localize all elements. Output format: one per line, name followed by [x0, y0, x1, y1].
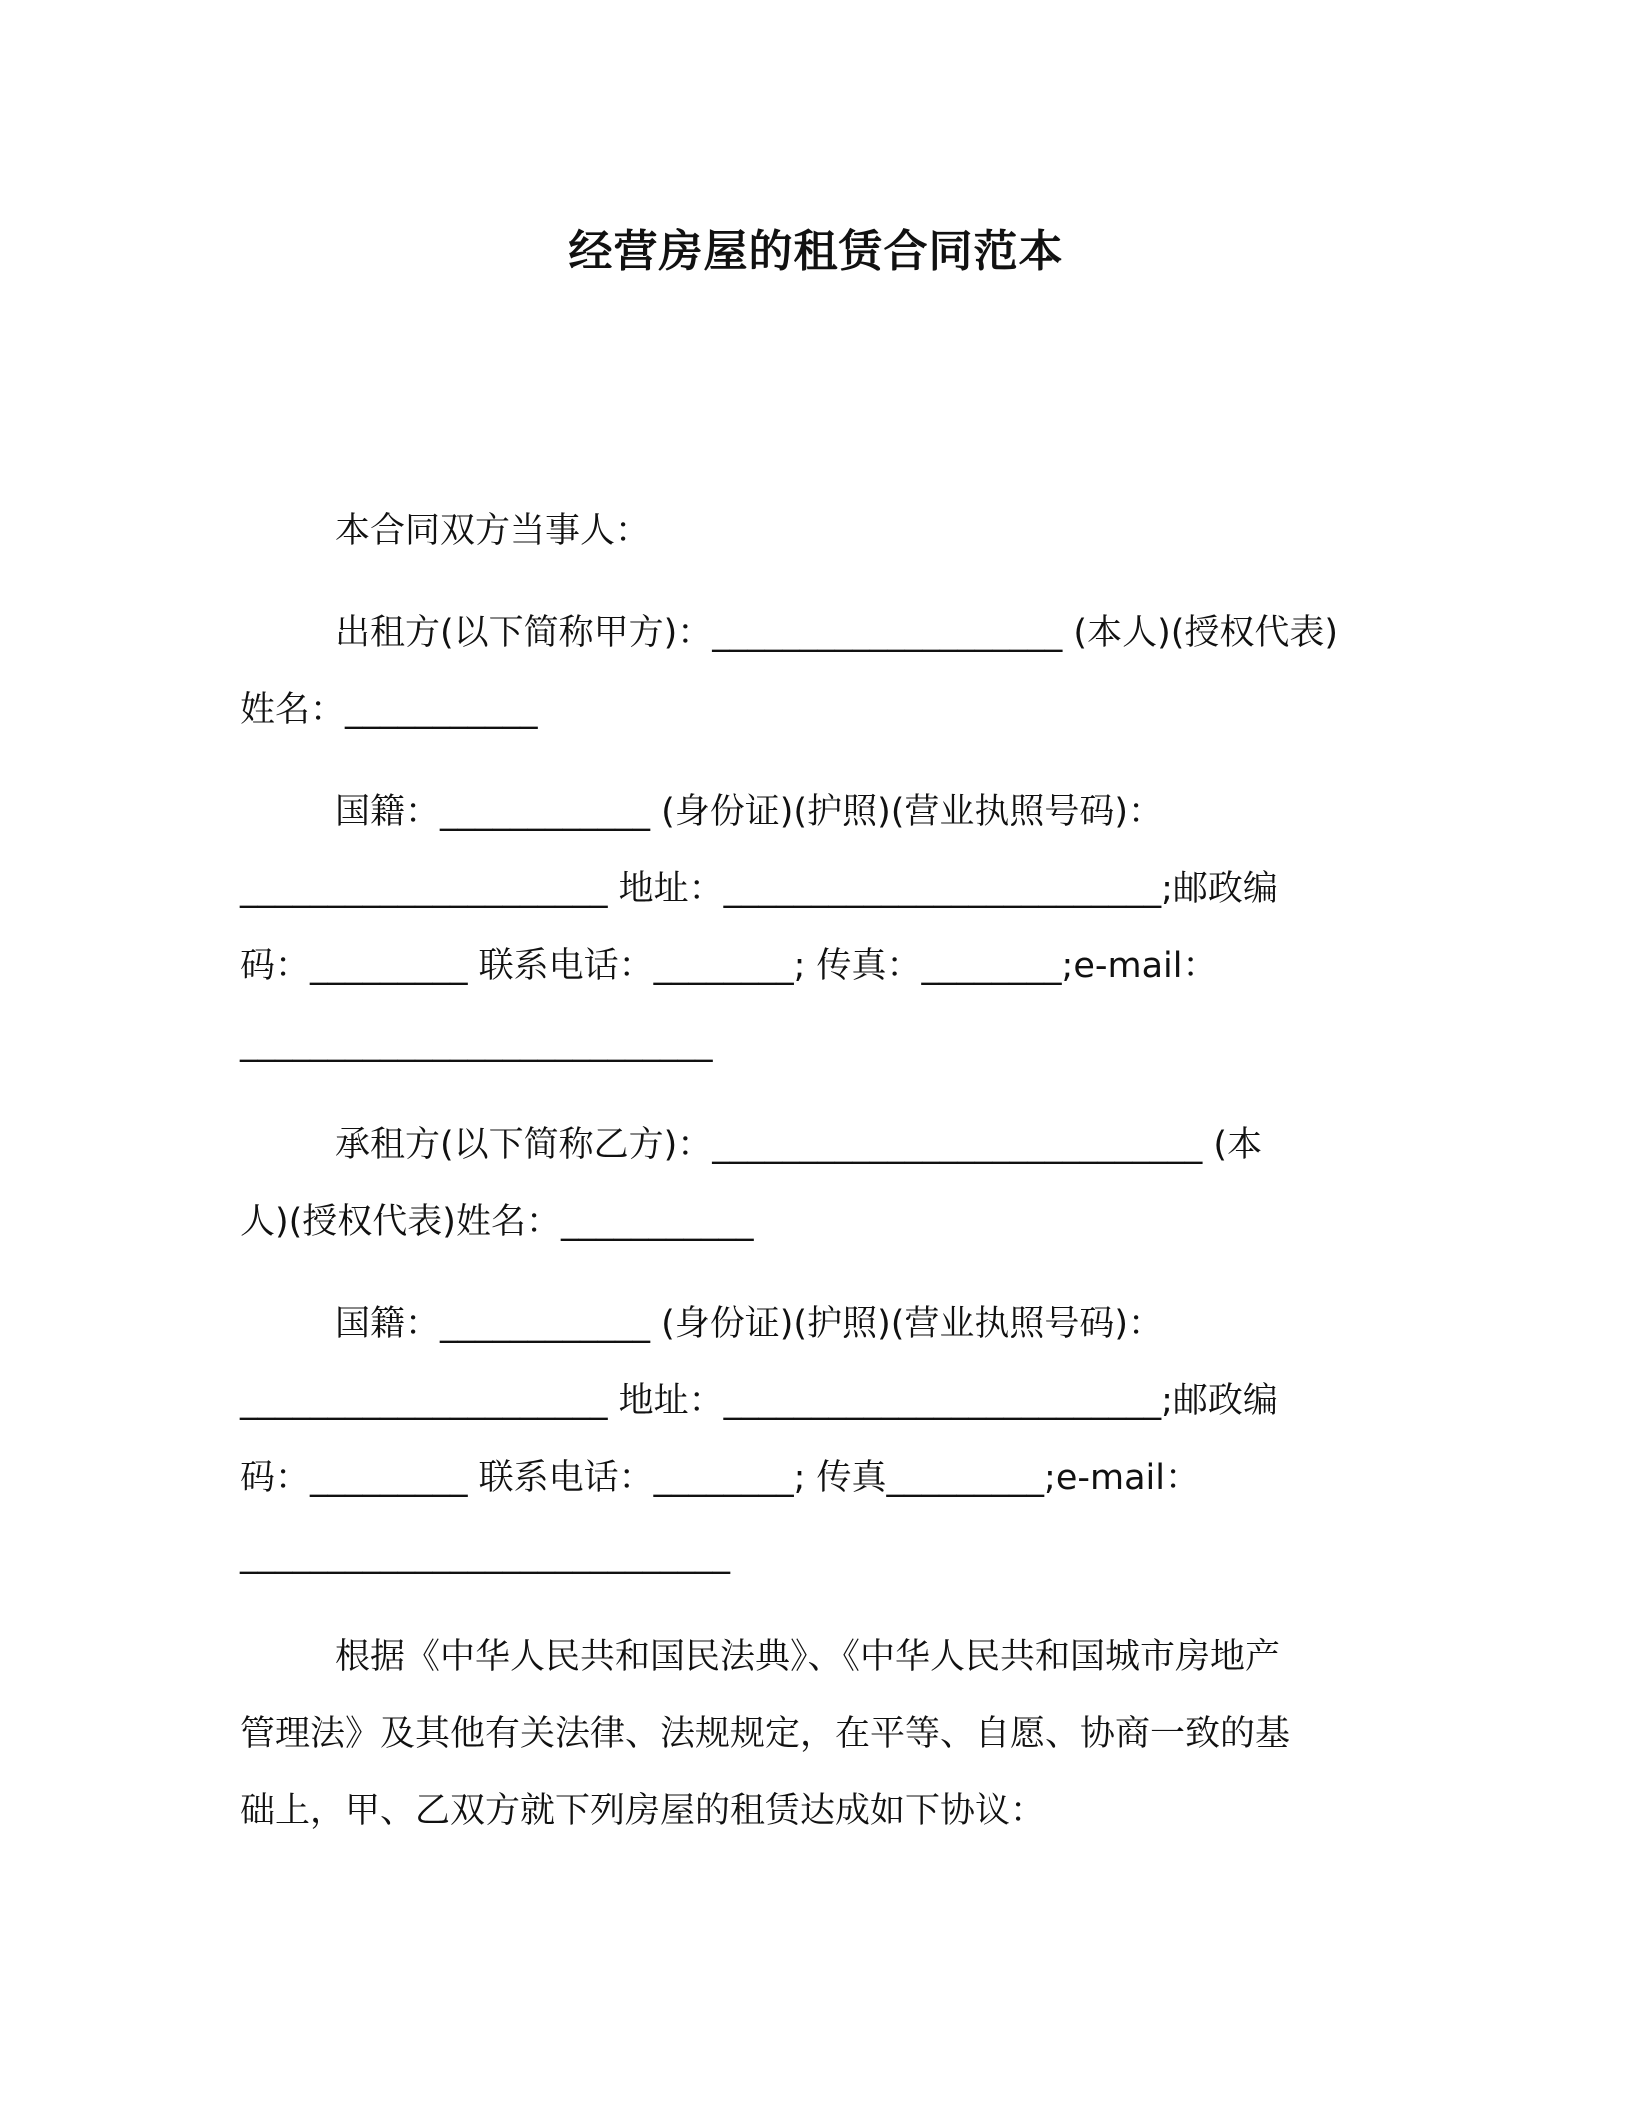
parties-intro-paragraph: [240, 493, 1400, 570]
lessor-line-2: 姓名：___________: [240, 690, 538, 730]
basis-line-1: 根据《中华人民共和国民法典》、《中华人民共和国城市房地产: [335, 1637, 1281, 1677]
lessee-line-3: 国籍：____________ (身份证)(护照)(营业执照号码)：: [335, 1304, 1164, 1344]
lessor-line-4: _____________________ 地址：_________________________;邮政编: [240, 869, 1278, 909]
lessee-details-paragraph: [240, 1286, 1400, 1594]
lessor-line-1: 出租方(以下简称甲方)：____________________ (本人)(授权代表): [335, 613, 1339, 653]
lessee-line-6: ____________________________: [240, 1535, 730, 1575]
basis-line-3: 础上，甲、乙双方就下列房屋的租赁达成如下协议：: [240, 1791, 1046, 1831]
basis-line-2: 管理法》及其他有关法律、法规规定，在平等、自愿、协商一致的基: [240, 1714, 1291, 1754]
lessee-line-2: 人)(授权代表)姓名：___________: [240, 1202, 754, 1242]
lessor-paragraph: [240, 595, 1400, 749]
lessee-line-1: 承租方(以下简称乙方)：____________________________ (本: [335, 1125, 1263, 1165]
document-title: 经营房屋的租赁合同范本: [568, 226, 1064, 277]
parties-intro-line: 本合同双方当事人：: [335, 511, 651, 551]
lessee-paragraph: [240, 1107, 1400, 1261]
lessee-line-4: _____________________ 地址：_________________________;邮政编: [240, 1381, 1278, 1421]
legal-basis-paragraph: [240, 1619, 1400, 1850]
lessee-line-5: 码：_________ 联系电话：________; 传真_________;e-mail：: [240, 1458, 1200, 1498]
lessor-details-paragraph: [240, 774, 1400, 1082]
lessor-line-3: 国籍：____________ (身份证)(护照)(营业执照号码)：: [335, 792, 1164, 832]
lessor-line-5: 码：_________ 联系电话：________; 传真：________;e-mail：: [240, 946, 1218, 986]
document-body: [240, 493, 1400, 1875]
lessor-line-6: ___________________________: [240, 1023, 713, 1063]
